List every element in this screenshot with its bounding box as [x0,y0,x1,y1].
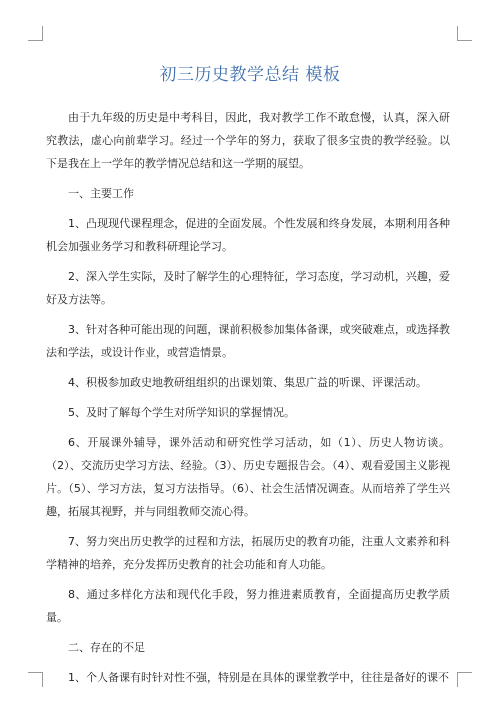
crop-mark-bottom-right [457,672,472,687]
work-item-4: 4、积极参加政史地教研组组织的出课划策、集思广益的听课、评课活动。 [68,376,427,389]
work-item-2: 2、深入学生实际，及时了解学生的心理特征，学习态度，学习动机，兴趣，爱好及方法等。 [46,270,450,306]
shortcoming-item-1: 1、个人备课有时针对性不强，特别是在具体的课堂教学中，往往是备好的课不 [68,671,449,684]
work-item-6: 6、开展课外辅导，课外活动和研究性学习活动，如（1）、历史人物访谈。（2）、交流历史学习方法、经验。（3）、历史专题报告会。（4）、观看爱国主义影视片。（5）、学习方法，复习方法指导。（6）、社会生活情况调查。从而培养了学生兴趣，拓展其视野，并与同组教师交流心得。 [46,436,450,518]
crop-mark-top-right [457,26,472,41]
intro-paragraph: 由于九年级的历史是中考科目，因此，我对教学工作不敢怠慢，认真，深入研究教法，虚心向前辈学习。经过一个学年的努力，获取了很多宝贵的教学经验。以下是我在上一学年的教学情况总结和这一学期的展望。 [46,111,450,170]
work-item-7: 7、努力突出历史教学的过程和方法，拓展历史的教育功能，注重人文素养和科学精神的培养，充分发挥历史教育的社会功能和育人功能。 [46,535,450,571]
work-item-1: 1、凸现现代课程理念，促进的全面发展。个性发展和终身发展，本期利用各种机会加强业务学习和教科研理论学习。 [46,217,450,253]
section-heading-main-work: 一、主要工作 [68,187,134,200]
document-body [46,106,450,689]
section-heading-shortcomings: 二、存在的不足 [68,641,145,654]
work-item-5: 5、及时了解每个学生对所学知识的掌握情况。 [68,406,295,419]
work-item-3: 3、针对各种可能出现的问题，课前积极参加集体备课，或突破难点，或选择教法和学法，或设计作业，或营造情景。 [46,323,450,359]
crop-mark-bottom-left [28,672,43,687]
crop-mark-top-left [28,26,43,41]
document-title: 初三历史教学总结 模板 [159,65,341,85]
work-item-8: 8、通过多样化方法和现代化手段，努力推进素质教育，全面提高历史教学质量。 [46,588,450,624]
